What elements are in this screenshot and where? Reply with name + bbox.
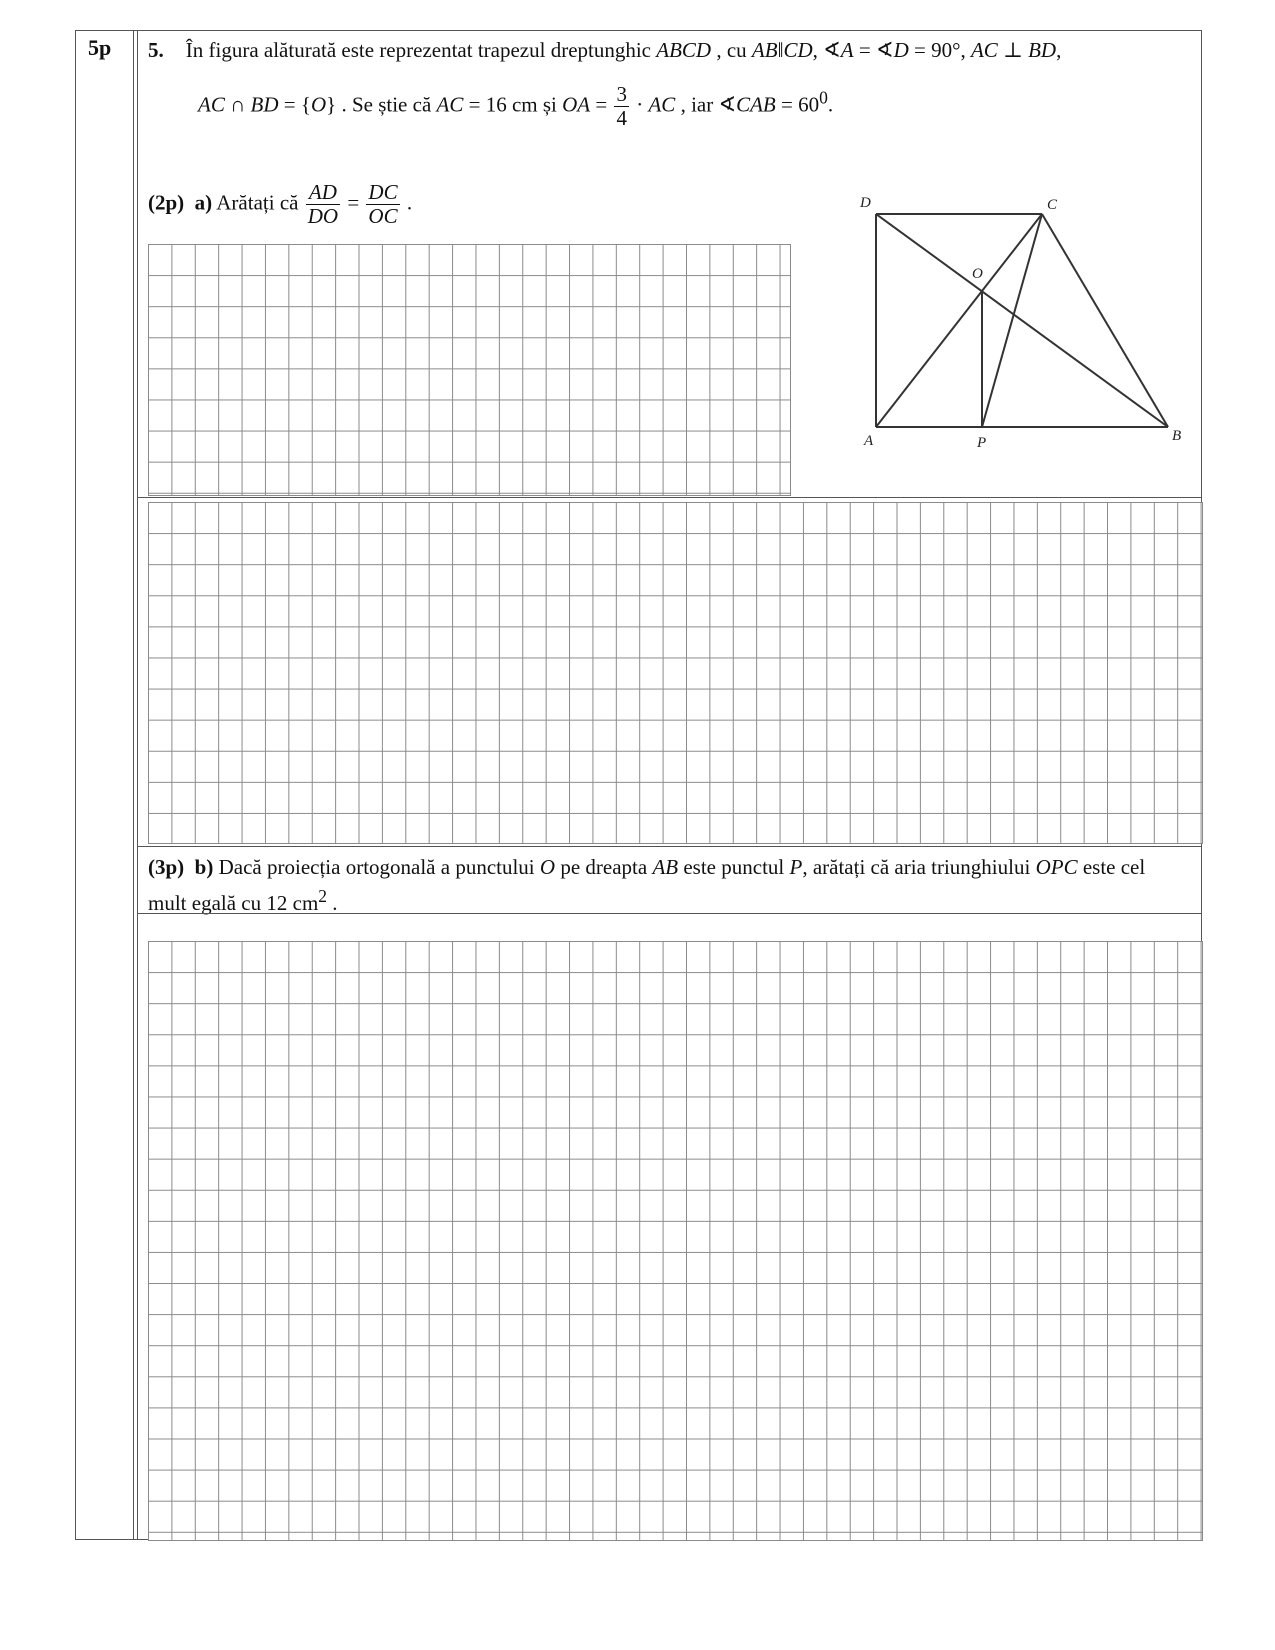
problem-statement-line2: AC ∩ BD = {O} . Se știe că AC = 16 cm și OA = $\frac{3}{4}$ · AC , iar ∢CAB = $60^0$. xyxy=(198,82,834,131)
separator-c xyxy=(138,913,1201,914)
exercise-content xyxy=(138,31,1201,1539)
part-b-letter: b) xyxy=(194,855,214,879)
label-O: O xyxy=(972,266,983,282)
part-a-letter: a) xyxy=(194,190,213,215)
answer-grid-b[interactable] xyxy=(148,941,1203,1541)
fraction-dc-oc: $\frac{DC}{OC}$ xyxy=(368,180,398,229)
separator-b xyxy=(138,846,1201,847)
problem-statement-line1: 5. În figura alăturată este reprezentat trapezul dreptunghic ABCD , cu AB‖CD, ∢A = ∢D = 90°, AC ⊥ BD, xyxy=(148,38,1062,62)
segment-DB xyxy=(876,214,1168,427)
segment-AC xyxy=(876,214,1042,427)
label-C: C xyxy=(1047,197,1058,213)
part-b-statement: (3p) b) Dacă proiecția ortogonală a punctului O pe dreapta AB este punctul P, arătați că aria triunghiului OPC este cel mult egală cu 12 $cm^2$ . xyxy=(148,855,1146,915)
problem-number: 5. xyxy=(148,38,164,62)
label-P: P xyxy=(977,435,987,451)
segment-PC xyxy=(982,214,1042,427)
part-a-points: (2p) xyxy=(148,190,185,215)
exercise-frame xyxy=(75,30,1202,1540)
label-B: B xyxy=(1172,428,1182,444)
label-A: A xyxy=(864,433,874,449)
fraction-ad-do: $\frac{AD}{DO}$ xyxy=(307,180,339,229)
label-D: D xyxy=(860,197,871,211)
score-column xyxy=(76,31,134,1539)
answer-grid-a-continued[interactable] xyxy=(148,502,1203,844)
trapezoid-diagram xyxy=(858,197,1198,465)
fraction-three-quarters: $\frac{3}{4}$ xyxy=(616,82,627,131)
part-b-points: (3p) xyxy=(148,855,185,879)
answer-grid-a[interactable] xyxy=(148,244,791,496)
segment-CB xyxy=(1042,214,1168,427)
separator-a xyxy=(138,497,1201,498)
score-label: 5p xyxy=(88,35,112,60)
trapezoid-figure xyxy=(858,197,1198,465)
part-a-statement: (2p) a) Arătați că $\frac{AD}{DO}$ = $\frac{DC}{OC}$ . xyxy=(148,180,413,229)
